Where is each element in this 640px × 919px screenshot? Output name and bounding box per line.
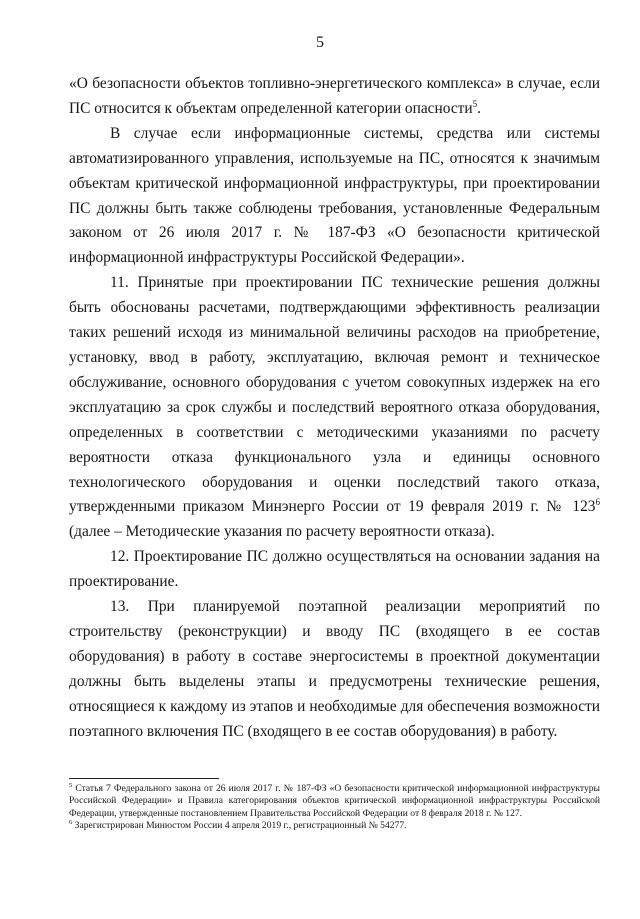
footnote-ref-6: 6 bbox=[595, 497, 600, 508]
paragraph-continuation bbox=[69, 72, 600, 122]
footnote-ref-5: 5 bbox=[472, 98, 478, 109]
paragraph-text-tail: . bbox=[477, 99, 481, 117]
body-text bbox=[69, 72, 600, 744]
footnote-mark: 5 bbox=[69, 781, 73, 789]
footnote-5 bbox=[69, 783, 600, 820]
footnote-text: Статья 7 Федерального закона от 26 июля 2017 г. № 187-ФЗ «О безопасности критической информационной инфраструктуры Российской Федерации» и Правила категорирования объектов критической информационной инфраструктуры Российской Федерации, утвержденные постановлением Правительства Российской Федерации от 8 февраля 2018 г. № 127. bbox=[69, 783, 600, 819]
paragraph-item-13: 13. При планируемой поэтапной реализации мероприятий по строительству (реконструкции) и вводу ПС (входящего в ее состав оборудования) в работу в составе энергосистемы в проектной документации должны быть выделены этапы и предусмотрены технические решения, относящиеся к каждому из этапов и необходимые для обеспечения возможности поэтапного включения ПС (входящего в ее состав оборудования) в работу. bbox=[69, 598, 600, 740]
footnote-separator bbox=[69, 778, 219, 779]
paragraph-critical-infrastructure: В случае если информационные системы, средства или системы автоматизированного управления, используемые на ПС, относятся к значимым объектам критической информационной инфраструктуры, при проектировании ПС должны быть также соблюдены требования, установленные Федеральным законом от 26 июля 2017 г. № 187-ФЗ «О безопасности критической информационной инфраструктуры Российской Федерации». bbox=[69, 124, 600, 267]
page-number: 5 bbox=[316, 34, 324, 51]
paragraph-text: «О безопасности объектов топливно-энергетического комплекса» в случае, если ПС относится к объектам определенной категории опасности bbox=[69, 75, 600, 117]
paragraph-item-11 bbox=[69, 271, 600, 545]
paragraph-text-tail: (далее – Методические указания по расчету вероятности отказа). bbox=[69, 523, 495, 541]
footnote-text: Зарегистрирован Минюстом России 4 апреля 2019 г., регистрационный № 54277. bbox=[72, 820, 407, 832]
footnote-6 bbox=[69, 820, 600, 832]
footnote-mark: 6 bbox=[69, 819, 73, 827]
footnotes bbox=[69, 783, 600, 833]
paragraph-item-12: 12. Проектирование ПС должно осуществляться на основании задания на проектирование. bbox=[69, 548, 600, 591]
paragraph-text: 11. Принятые при проектировании ПС технические решения должны быть обоснованы расчетами, подтверждающими эффективность реализации таких решений исходя из минимальной величины расходов на приобретение, установку, ввод в работу, эксплуатацию, включая ремонт и техническое обслуживание, основного оборудования с учетом совокупных издержек на его эксплуатацию за срок службы и последствий вероятного отказа оборудования, определенных в соответствии с методическими указаниями по расчету вероятности отказа функционального узла и единицы основного технологического оборудования и оценки последствий такого отказа, утвержденными приказом Минэнерго России от 19 февраля 2019 г. № 123 bbox=[69, 274, 600, 516]
